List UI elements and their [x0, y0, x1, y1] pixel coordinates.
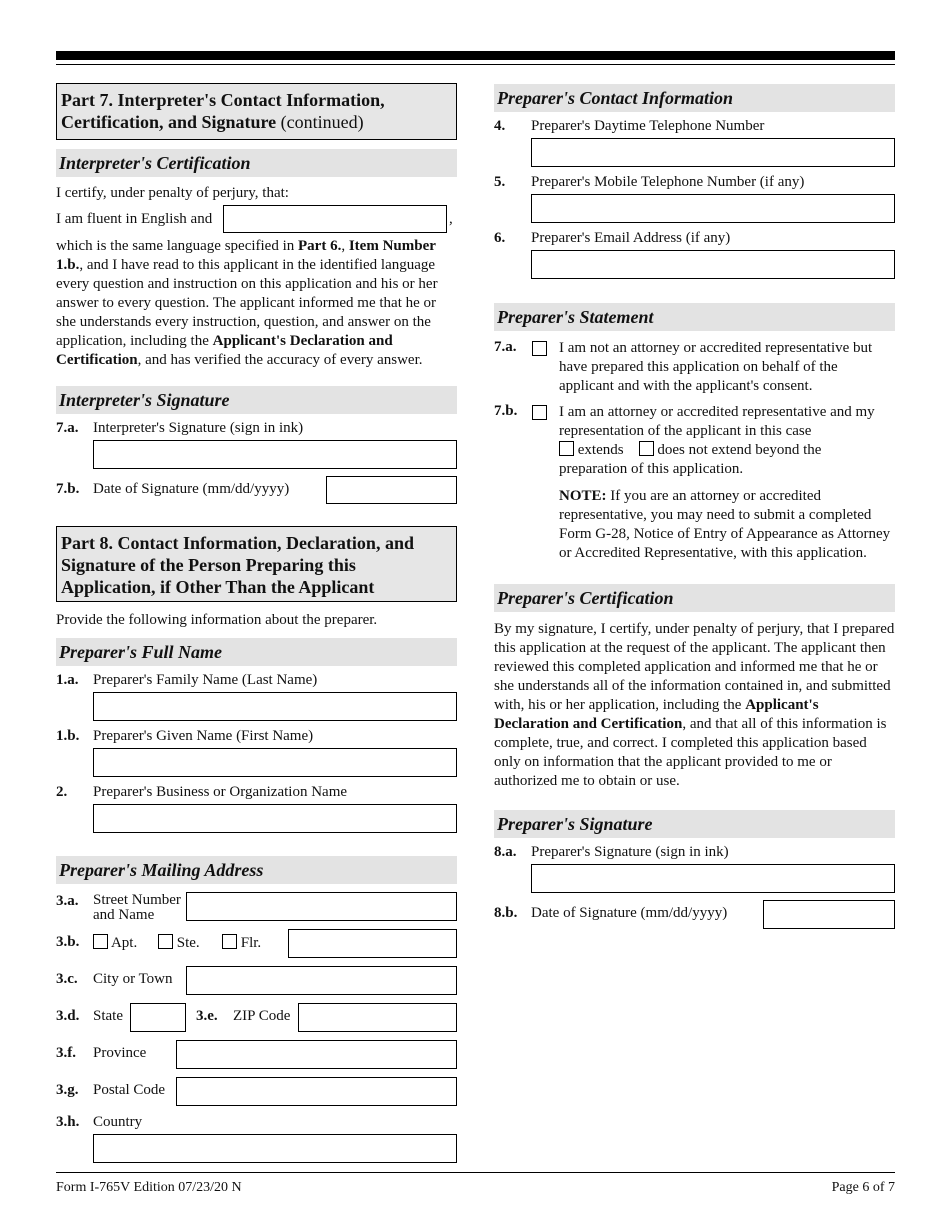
- part8-title: Part 8. Contact Information, Declaration, and Signature of the Person Preparing this Application, if Other Than the Applicant: [56, 526, 457, 602]
- page-footer: [56, 1172, 895, 1195]
- province-input[interactable]: [176, 1040, 457, 1069]
- item-number: 5.: [494, 174, 506, 190]
- item-label: Interpreter's Signature (sign in ink): [93, 420, 304, 436]
- item-3d-3e: [56, 1003, 457, 1040]
- item-7a-interpreter: [56, 420, 457, 476]
- ste-option[interactable]: Ste.: [158, 934, 200, 952]
- item-2: [56, 784, 457, 840]
- item-label: Preparer's Family Name (Last Name): [93, 672, 318, 688]
- part7-title-continued: (continued): [280, 112, 364, 132]
- preparer-full-name-heading: Preparer's Full Name: [56, 638, 457, 666]
- preparer-signature-field[interactable]: [531, 864, 895, 893]
- item-label: Province: [93, 1045, 147, 1061]
- item-3c: [56, 966, 457, 1003]
- item-number: 3.h.: [56, 1114, 80, 1130]
- interpreter-certification-heading: Interpreter's Certification: [56, 149, 457, 177]
- part7-title: [56, 83, 457, 140]
- left-column: [56, 83, 457, 1170]
- item-number: 3.f.: [56, 1045, 76, 1061]
- item-number: 3.b.: [56, 934, 80, 950]
- preparer-date-field[interactable]: [763, 900, 895, 929]
- item-label: Country: [93, 1114, 143, 1130]
- item-label: City or Town: [93, 971, 173, 987]
- country-input[interactable]: [93, 1134, 457, 1163]
- zip-input[interactable]: [298, 1003, 457, 1032]
- preparer-contact-heading: Preparer's Contact Information: [494, 84, 895, 112]
- right-column: [494, 84, 895, 936]
- item-label: Preparer's Daytime Telephone Number: [531, 118, 765, 134]
- apt-option[interactable]: Apt.: [93, 934, 137, 952]
- preparer-certification-paragraph: By my signature, I certify, under penalty of perjury, that I prepared this application at the request of the applicant. The applicant then reviewed this completed application and informed me that he or she understands all of the information contained in, and submitted with, his or her application, including the Applicant's Declaration and Certification, and that all of this information is complete, true, and correct. I completed this application based only on information that the applicant provided to me or authorized me to obtain or use.: [494, 621, 895, 789]
- item-label: State: [93, 1008, 123, 1024]
- item-number: 3.g.: [56, 1082, 79, 1098]
- daytime-phone-input[interactable]: [531, 138, 895, 167]
- header-rule-thin: [56, 64, 895, 65]
- unit-number-input[interactable]: [288, 929, 457, 958]
- preparer-family-name-input[interactable]: [93, 692, 457, 721]
- item-3g: [56, 1077, 457, 1114]
- item-3f: [56, 1040, 457, 1077]
- preparer-mailing-address-heading: Preparer's Mailing Address: [56, 856, 457, 884]
- item-number: 6.: [494, 230, 506, 246]
- email-input[interactable]: [531, 250, 895, 279]
- fluent-comma: ,: [449, 211, 453, 227]
- item-number: 1.a.: [56, 672, 79, 688]
- mobile-phone-input[interactable]: [531, 194, 895, 223]
- item-7b-statement: [494, 403, 895, 581]
- interp-cert-paragraph: which is the same language specified in Part 6., Item Number 1.b., and I have read to this applicant in the identified language every question and instruction on this application and his or her answer to every question. The applicant informed me that he or she understands every instruction, question, and answer on the application, including the Applicant's Declaration and Certification, and has verified the accuracy of every answer.: [56, 238, 438, 368]
- preparer-certification-heading: Preparer's Certification: [494, 584, 895, 612]
- item-3a: [56, 892, 457, 929]
- item-number: 8.a.: [494, 844, 517, 860]
- item-label: ZIP Code: [233, 1008, 291, 1024]
- street-input[interactable]: [186, 892, 457, 921]
- item-number: 3.a.: [56, 893, 79, 909]
- does-not-extend-checkbox[interactable]: [639, 441, 654, 456]
- part7-title-bold: Part 7. Interpreter's Contact Information, Certification, and Signature: [61, 90, 385, 132]
- item-number: 3.c.: [56, 971, 78, 987]
- item-6: [494, 230, 895, 286]
- item-label: Preparer's Business or Organization Name: [93, 784, 348, 800]
- item-number: 7.a.: [494, 339, 517, 355]
- item-label: Preparer's Given Name (First Name): [93, 728, 314, 744]
- header-rule-thick: [56, 51, 895, 60]
- not-attorney-checkbox[interactable]: [532, 341, 547, 356]
- item-3h: [56, 1114, 457, 1170]
- preparer-signature-heading: Preparer's Signature: [494, 810, 895, 838]
- fluent-row: [56, 203, 457, 235]
- preparer-statement-heading: Preparer's Statement: [494, 303, 895, 331]
- state-select[interactable]: [130, 1003, 186, 1032]
- part8-intro: Provide the following information about the preparer.: [56, 612, 378, 628]
- statement-7a-text: I am not an attorney or accredited representative but have prepared this application on behalf of the applicant and with the applicant's consent.: [559, 340, 873, 394]
- flr-checkbox[interactable]: [222, 934, 237, 949]
- item-5: [494, 174, 895, 230]
- item-number: 1.b.: [56, 728, 80, 744]
- city-input[interactable]: [186, 966, 457, 995]
- item-label: Date of Signature (mm/dd/yyyy): [531, 905, 728, 921]
- apt-checkbox[interactable]: [93, 934, 108, 949]
- item-label: Date of Signature (mm/dd/yyyy): [93, 481, 290, 497]
- item-label: Street Number and Name: [93, 892, 181, 923]
- preparer-business-name-input[interactable]: [93, 804, 457, 833]
- item-number: 3.d.: [56, 1008, 80, 1024]
- fluent-label: I am fluent in English and: [56, 211, 213, 227]
- item-number: 7.b.: [56, 481, 80, 497]
- item-number: 7.a.: [56, 420, 79, 436]
- attorney-note: NOTE: If you are an attorney or accredited representative, you may need to submit a completed Form G-28, Notice of Entry of Appearance as Attorney or Accredited Representative, with this application.: [559, 488, 891, 561]
- ste-checkbox[interactable]: [158, 934, 173, 949]
- interp-cert-line1: I certify, under penalty of perjury, that:: [56, 185, 289, 201]
- item-label: Preparer's Email Address (if any): [531, 230, 731, 246]
- form-edition: Form I-765V Edition 07/23/20 N: [56, 1180, 242, 1195]
- attorney-checkbox[interactable]: [532, 405, 547, 420]
- item-number: 4.: [494, 118, 506, 134]
- item-number: 7.b.: [494, 403, 518, 419]
- postal-code-input[interactable]: [176, 1077, 457, 1106]
- item-1b: [56, 728, 457, 784]
- item-number: 3.e.: [196, 1008, 218, 1024]
- interpreter-date-field[interactable]: [326, 476, 457, 504]
- item-7b-interpreter: [56, 476, 457, 512]
- item-7a-statement: [494, 339, 895, 403]
- item-4: [494, 118, 895, 174]
- item-8a: [494, 844, 895, 900]
- item-1a: [56, 672, 457, 728]
- item-8b: [494, 900, 895, 936]
- interpreter-signature-field[interactable]: [93, 440, 457, 469]
- extends-checkbox[interactable]: [559, 441, 574, 456]
- preparer-given-name-input[interactable]: [93, 748, 457, 777]
- item-label: Postal Code: [93, 1082, 166, 1098]
- item-number: 8.b.: [494, 905, 518, 921]
- item-label: Preparer's Signature (sign in ink): [531, 844, 729, 860]
- flr-option[interactable]: Flr.: [222, 934, 261, 952]
- item-label: Preparer's Mobile Telephone Number (if any): [531, 174, 805, 190]
- statement-7b-text: I am an attorney or accredited representative and my representation of the applicant in this case extends does not extend beyond the preparation of this application.: [559, 404, 875, 477]
- item-number: 2.: [56, 784, 68, 800]
- item-3b: [56, 929, 457, 966]
- interpreter-signature-heading: Interpreter's Signature: [56, 386, 457, 414]
- language-input[interactable]: [223, 205, 447, 233]
- page-number: Page 6 of 7: [831, 1180, 895, 1195]
